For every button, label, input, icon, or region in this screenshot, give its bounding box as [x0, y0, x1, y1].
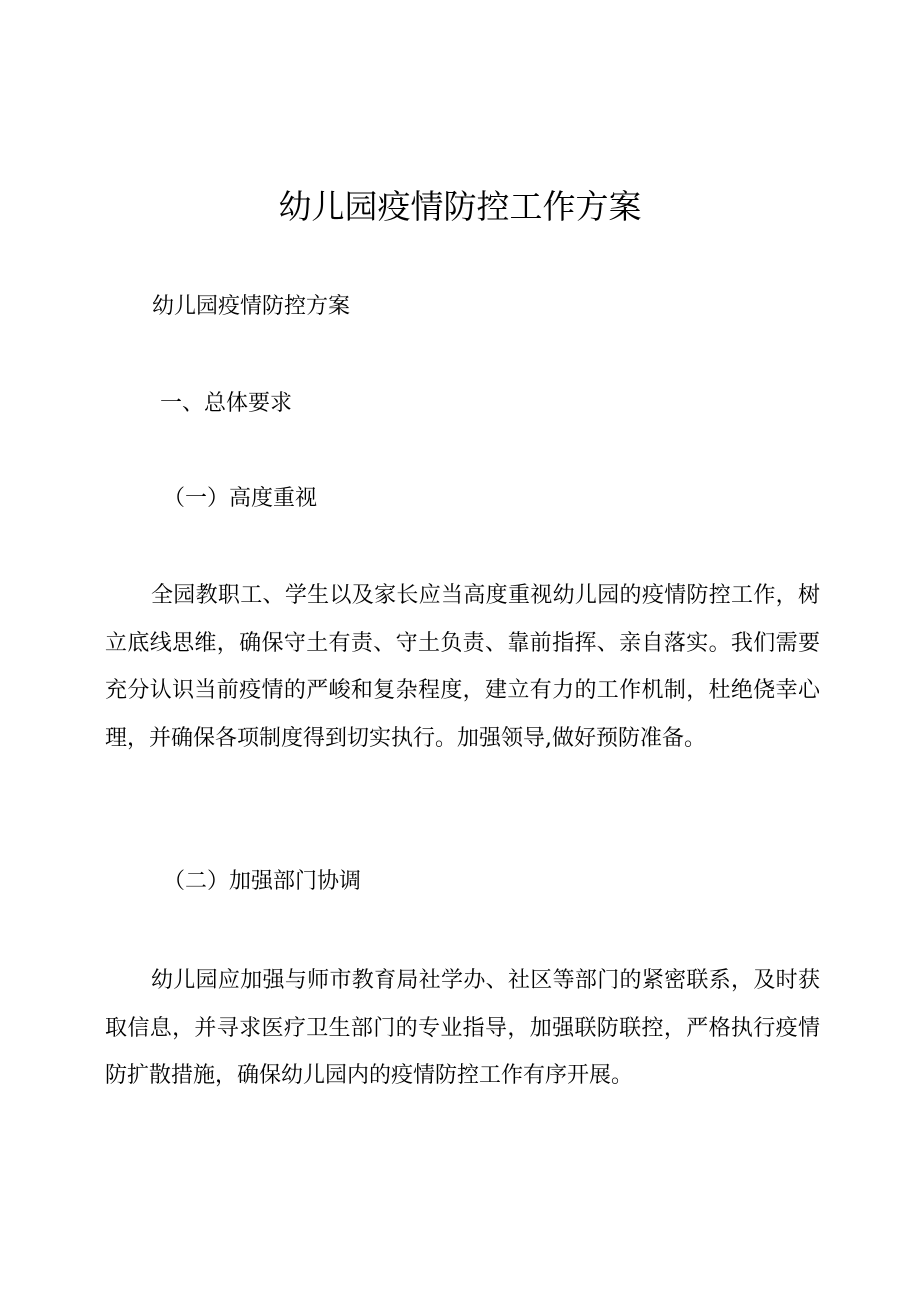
page-title: 幼儿园疫情防控工作方案: [278, 187, 642, 226]
subsection-heading-department-coordination: （二）加强部门协调: [163, 869, 362, 894]
section-heading-general-requirements: 一、总体要求: [160, 391, 293, 416]
document-subtitle: 幼儿园疫情防控方案: [152, 294, 351, 319]
paragraph-high-attention: 全园教职工、学生以及家长应当高度重视幼儿园的疫情防控工作，树立底线思维，确保守土有责、守土负责、靠前指挥、亲自落实。我们需要充分认识当前疫情的严峻和复杂程度，建立有力的工作机制，杜绝侥幸心理，并确保各项制度得到切实执行。加强领导,做好预防准备。: [105, 583, 820, 751]
subsection-heading-high-attention: （一）高度重视: [163, 486, 318, 511]
paragraph-department-coordination: 幼儿园应加强与师市教育局社学办、社区等部门的紧密联系，及时获取信息，并寻求医疗卫生部门的专业指导，加强联防联控，严格执行疫情防扩散措施，确保幼儿园内的疫情防控工作有序开展。: [105, 968, 820, 1088]
